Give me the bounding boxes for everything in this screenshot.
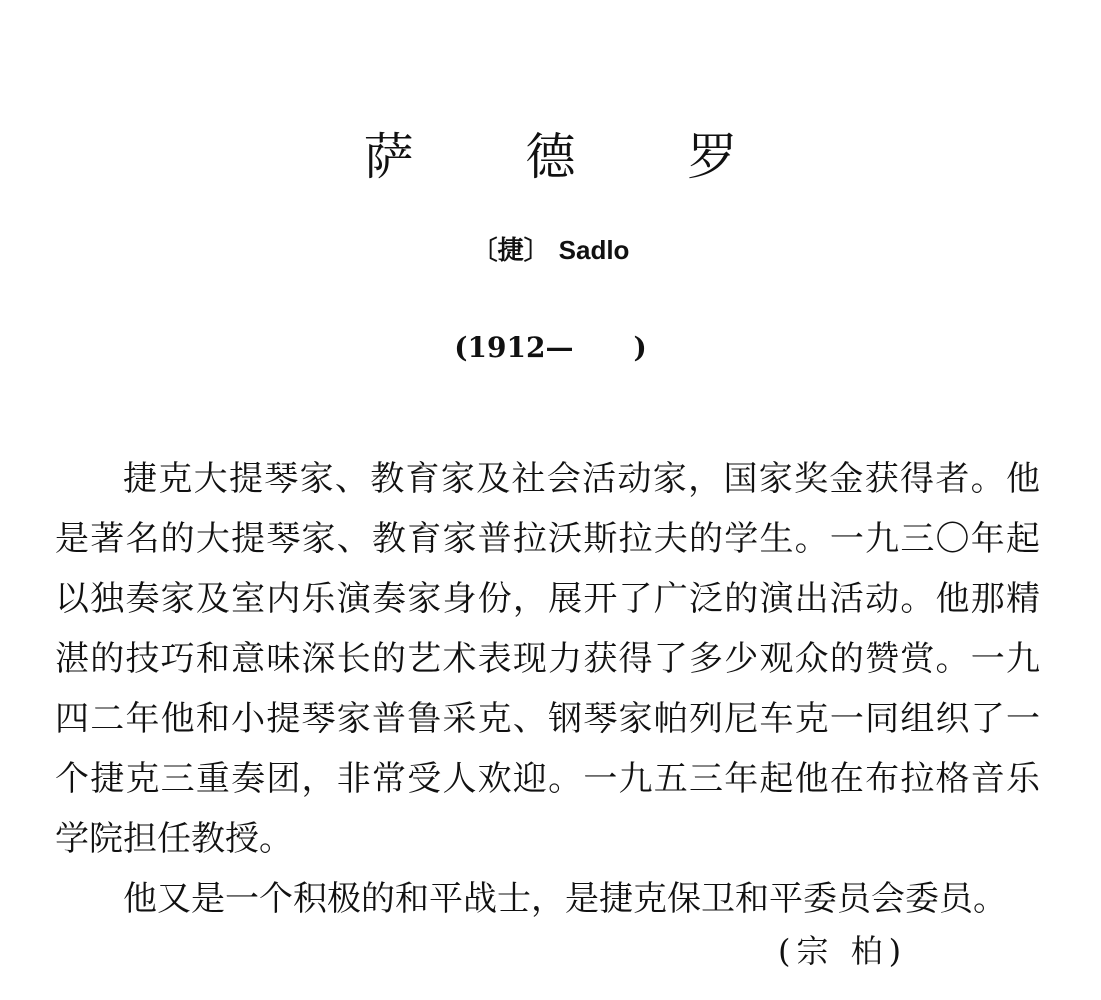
author-signature: (宗 柏) [778,932,908,970]
entry-title: 萨 德 罗 [363,128,786,186]
life-dates [0,326,1101,370]
dates-close: ) [633,331,647,364]
birth-year: (1912— [454,331,574,364]
nationality-label: 〔捷〕 [471,236,550,266]
entry-subtitle [0,230,1101,271]
body-paragraph-1: 捷克大提琴家、教育家及社会活动家，国家奖金获得者。他是著名的大提琴家、教育家普拉沃斯拉夫的学生。一九三〇年起以独奏家及室内乐演奏家身份，展开了广泛的演出活动。他那精湛的技巧和意味深长的艺术表现力获得了多少观众的赞赏。一九四二年他和小提琴家普鲁采克、钢琴家帕列尼车克一同组织了一个捷克三重奏团，非常受人欢迎。一九五三年起他在布拉格音乐学院担任教授。 [55,459,1040,859]
entry-body [55,449,1040,929]
body-paragraph-2: 他又是一个积极的和平战士，是捷克保卫和平委员会委员。 [123,879,1007,919]
latin-name: Sadlo [558,235,630,265]
